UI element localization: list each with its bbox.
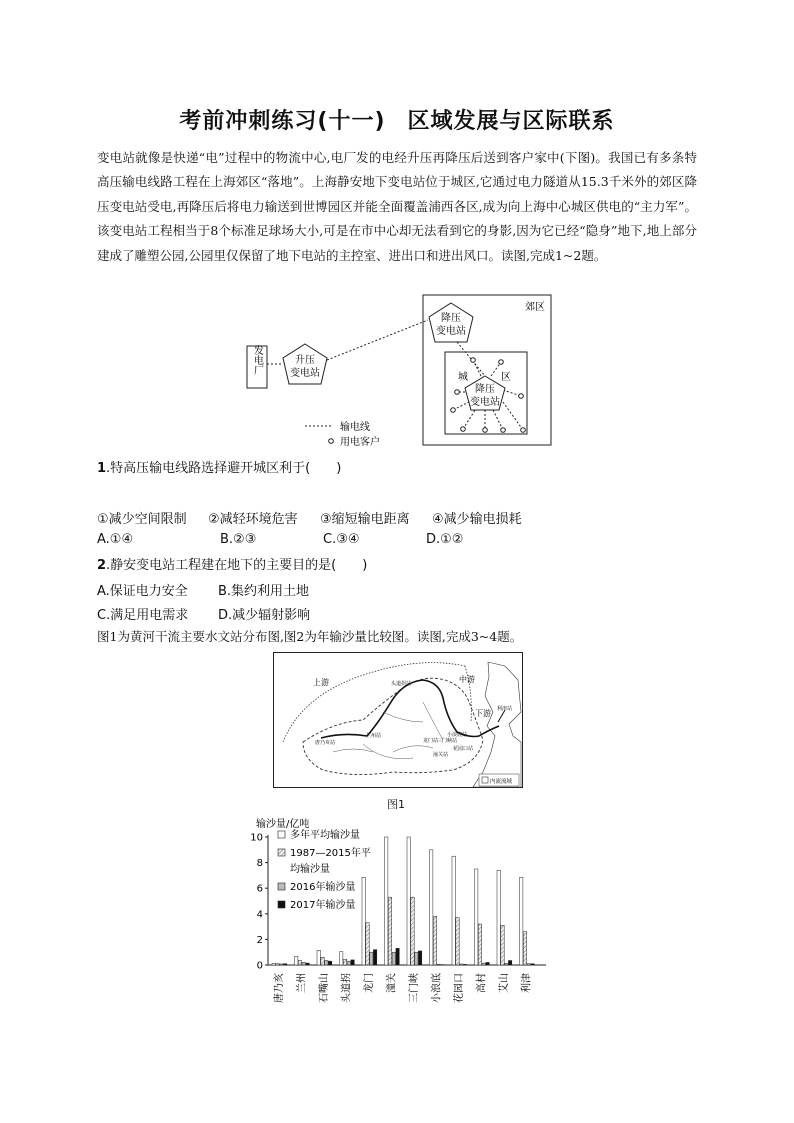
bar-1 xyxy=(385,837,388,965)
svg-text:用电客户: 用电客户 xyxy=(340,437,380,448)
x-tick-label: 利津 xyxy=(521,973,533,993)
bar-1 xyxy=(452,856,455,965)
q1-option-d: D.①② xyxy=(426,532,464,547)
q1-option-b: B.②③ xyxy=(220,532,257,547)
bar-1 xyxy=(317,950,320,965)
bar-1 xyxy=(272,963,275,965)
map-caption: 图1 xyxy=(387,798,405,811)
bar-3 xyxy=(527,964,530,965)
x-tick-label: 花园口 xyxy=(454,973,465,1003)
bar-4 xyxy=(508,961,511,965)
bar-2 xyxy=(411,897,414,965)
bar-2 xyxy=(456,918,459,965)
q1-option-a: A.①④ xyxy=(97,532,134,547)
bar-2 xyxy=(523,932,526,965)
legend-label-1: 多年平均输沙量 xyxy=(290,830,360,841)
q1-item-3: ③缩短输电距离 xyxy=(320,512,410,527)
svg-text:升压: 升压 xyxy=(295,355,315,366)
power-transmission-diagram xyxy=(245,292,555,452)
svg-text:中游: 中游 xyxy=(459,675,475,684)
svg-text:下游: 下游 xyxy=(475,709,491,718)
legend-swatch-1 xyxy=(278,831,285,838)
bar-3 xyxy=(437,964,440,965)
x-tick-label: 潼关 xyxy=(386,973,398,993)
bar-3 xyxy=(302,962,305,965)
x-tick-label: 高村 xyxy=(476,973,488,993)
y-tick-label: 10 xyxy=(250,832,263,844)
svg-text:降压: 降压 xyxy=(475,384,495,395)
svg-text:头道拐站: 头道拐站 xyxy=(391,681,412,687)
x-tick-label: 小浪底 xyxy=(431,973,443,1003)
bar-3 xyxy=(347,961,350,965)
q2-option-a: A.保证电力安全 xyxy=(97,584,188,599)
bar-2 xyxy=(276,964,279,965)
q1-item-2: ②减轻环境危害 xyxy=(208,512,298,527)
question-2: 2.静安变电站工程建在地下的主要目的是( ) xyxy=(97,558,368,573)
bar-4 xyxy=(441,965,444,966)
svg-text:上游: 上游 xyxy=(313,678,329,687)
bar-4 xyxy=(418,951,421,965)
sediment-bar-chart xyxy=(248,812,558,1022)
bar-2 xyxy=(298,961,301,965)
bar-2 xyxy=(501,925,504,965)
bar-4 xyxy=(351,960,354,965)
bar-4 xyxy=(283,964,286,965)
svg-text:三门峡站: 三门峡站 xyxy=(437,738,458,744)
bar-2 xyxy=(388,897,391,965)
svg-text:潼关站: 潼关站 xyxy=(433,752,449,758)
svg-text:降压: 降压 xyxy=(441,313,461,324)
svg-text:变电站: 变电站 xyxy=(470,397,500,408)
bar-4 xyxy=(373,950,376,965)
y-tick-label: 8 xyxy=(256,858,263,870)
bar-3 xyxy=(370,952,373,965)
svg-text:唐乃亥站: 唐乃亥站 xyxy=(315,740,336,746)
legend-swatch-3 xyxy=(278,883,285,890)
bar-4 xyxy=(396,948,399,965)
bar-2 xyxy=(433,916,436,965)
bar-4 xyxy=(328,961,331,965)
y-tick-label: 2 xyxy=(256,934,263,946)
svg-text:龙门站: 龙门站 xyxy=(423,738,439,744)
x-tick-label: 龙门 xyxy=(364,973,375,993)
bar-3 xyxy=(482,963,485,965)
y-tick-label: 6 xyxy=(256,883,263,895)
bar-1 xyxy=(340,952,343,965)
bar-3 xyxy=(392,952,395,965)
svg-text:变电站: 变电站 xyxy=(290,368,320,379)
bar-2 xyxy=(343,959,346,965)
x-tick-label: 唐乃亥 xyxy=(274,973,285,1003)
legend-swatch-4 xyxy=(278,901,285,908)
svg-text:郊区: 郊区 xyxy=(525,302,545,313)
yellow-river-map xyxy=(273,652,523,788)
bar-1 xyxy=(295,956,298,965)
legend-label-4: 2017年输沙量 xyxy=(290,900,356,911)
bar-4 xyxy=(306,963,309,965)
q2-option-c: C.满足用电需求 xyxy=(97,608,189,623)
bar-1 xyxy=(407,837,410,965)
bar-2 xyxy=(366,923,369,965)
intro-paragraph-2: 图1为黄河干流主要水文站分布图,图2为年输沙量比较图。读图,完成3~4题。 xyxy=(97,629,523,644)
legend-swatch-2 xyxy=(278,849,285,856)
bar-1 xyxy=(520,877,523,965)
x-tick-label: 三门峡 xyxy=(409,973,420,1003)
x-tick-label: 头道拐 xyxy=(341,973,353,1003)
svg-text:兰州站: 兰州站 xyxy=(366,733,382,739)
svg-text:利津站: 利津站 xyxy=(497,706,513,712)
bar-4 xyxy=(531,964,534,965)
legend-label-2: 1987—2015年平 xyxy=(290,848,371,859)
legend-label-3: 2016年输沙量 xyxy=(290,882,356,893)
svg-text:花园口站: 花园口站 xyxy=(453,746,474,752)
x-tick-label: 艾山 xyxy=(499,973,510,993)
svg-text:变电站: 变电站 xyxy=(436,326,466,337)
q1-option-c: C.③④ xyxy=(323,532,360,547)
bar-1 xyxy=(430,850,433,965)
y-tick-label: 4 xyxy=(256,909,263,921)
bar-2 xyxy=(478,924,481,965)
bar-3 xyxy=(415,952,418,965)
bar-3 xyxy=(460,964,463,965)
svg-text:输电线: 输电线 xyxy=(340,422,370,433)
x-tick-label: 兰州 xyxy=(296,973,308,993)
q1-item-1: ①减少空间限制 xyxy=(97,512,187,527)
q1-item-4: ④减少输电损耗 xyxy=(432,512,522,527)
svg-text:内流流域: 内流流域 xyxy=(490,779,513,785)
svg-text:小浪底站: 小浪底站 xyxy=(447,732,468,738)
page-title: 考前冲刺练习(十一) 区域发展与区际联系 xyxy=(179,109,615,134)
x-tick-label: 石嘴山 xyxy=(319,973,330,1003)
bar-3 xyxy=(280,964,283,965)
plant-label: 发电厂 xyxy=(251,345,263,375)
bar-1 xyxy=(475,869,478,965)
y-axis-label: 输沙量/亿吨 xyxy=(256,819,310,830)
y-tick-label: 0 xyxy=(256,960,263,972)
svg-text:区: 区 xyxy=(501,372,511,383)
bar-4 xyxy=(463,964,466,965)
bar-3 xyxy=(325,961,328,965)
bar-4 xyxy=(486,962,489,965)
q2-option-b: B.集约利用土地 xyxy=(218,584,310,599)
bar-1 xyxy=(362,877,365,965)
question-1: 1.特高压输电线路选择避开城区利于( ) xyxy=(97,461,342,476)
bar-1 xyxy=(497,870,500,965)
svg-text:城: 城 xyxy=(458,372,468,383)
bar-3 xyxy=(505,963,508,965)
bar-2 xyxy=(321,957,324,965)
q2-option-d: D.减少辐射影响 xyxy=(218,608,311,623)
legend-label-2b: 均输沙量 xyxy=(290,864,330,875)
intro-paragraph-1: 变电站就像是快递“电”过程中的物流中心,电厂发的电经升压再降压后送到客户家中(下图)。我国已有多条特高压输电线路工程在上海郊区“落地”。上海静安地下变电站位于城区,它通过电力隧道从15.3千米外的郊区降压变电站受电,再降压后将电力输送到世博园区并能全面覆盖浦西各区,成为向上海中心城区供电的“主力军”。该变电站工程相当于8个标准足球场大小,可是在市中心却无法看到它的身影,因为它已经“隐身”地下,地上部分建成了雕塑公园,公园里仅保留了地下电站的主控室、进出口和进出风口。读图,完成1~2题。 xyxy=(97,150,697,263)
